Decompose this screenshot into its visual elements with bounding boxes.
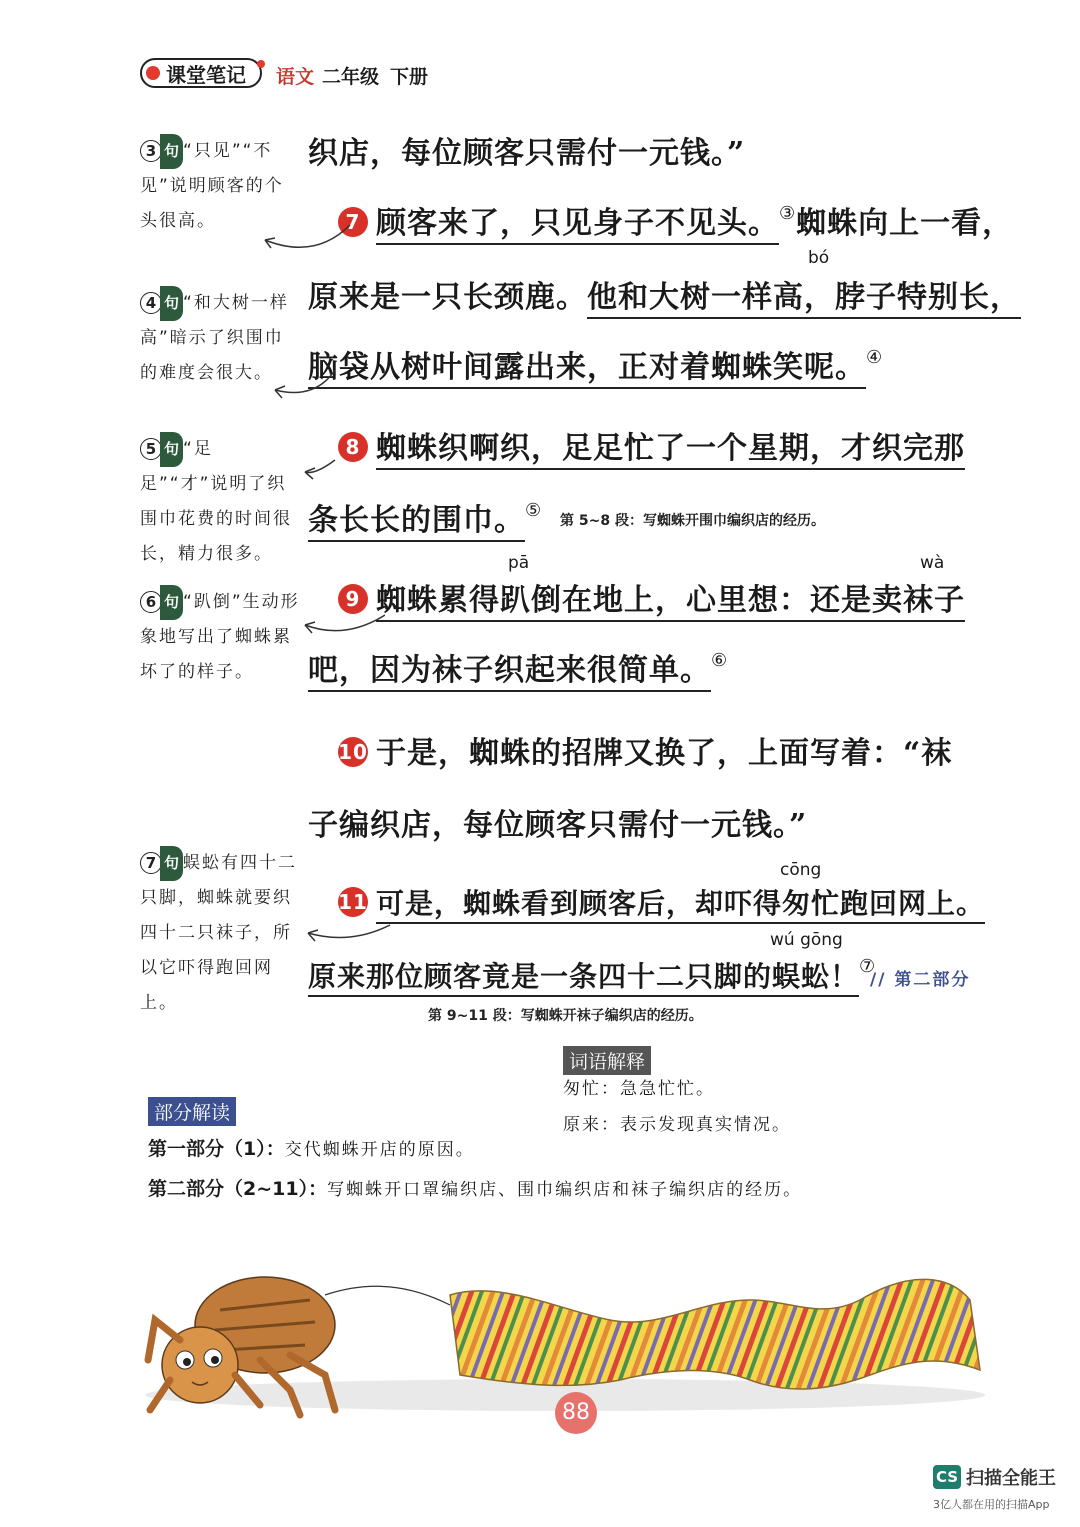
note-text: 蜈蚣有四十二只脚，蜘蛛就要织四十二只袜子，所以它吓得跑回网上。: [140, 853, 298, 1013]
note-tag: [140, 286, 183, 321]
note-tag: [140, 846, 183, 881]
paragraph-7: [338, 198, 1013, 242]
note-tag: [140, 432, 183, 467]
underlined-sentence: 条长长的围巾。: [308, 503, 525, 542]
note-number: 6: [140, 591, 162, 613]
pinyin-cong: cōng: [780, 860, 822, 880]
page-number: 88: [555, 1392, 597, 1434]
note-number: 5: [140, 438, 162, 460]
text-line-4: [308, 342, 883, 386]
watermark-slogan: 3亿人都在用的扫描App: [933, 1498, 1050, 1511]
note-tag-label: 句: [160, 134, 183, 169]
cihui-item: 匆忙：急急忙忙。: [563, 1079, 715, 1099]
text-line-8: [308, 645, 728, 689]
text-line-10: 子编织店，每位顾客只需付一元钱。”: [308, 808, 808, 843]
arrow-4-icon: [275, 370, 335, 393]
part-two-head: 第二部分（2~11）：: [148, 1178, 328, 1200]
header-badge: 课堂笔记: [140, 58, 262, 88]
badge-dot-icon: [146, 66, 160, 80]
note-tag-label: 句: [160, 585, 183, 620]
paragraph-number-7: 7: [338, 207, 368, 237]
paragraph-number-8: 8: [338, 432, 368, 462]
underlined-sentence: 顾客来了，只见身子不见头。: [376, 206, 779, 245]
circled-number: ⑤: [525, 500, 543, 521]
cihui-item: 原来：表示发现真实情况。: [563, 1115, 791, 1135]
text-segment: 于是，蜘蛛的招牌又换了，上面写着：“袜: [376, 736, 953, 771]
note-text: “只见”“不见”说明顾客的个头很高。: [140, 141, 284, 231]
header-volume: 下册: [390, 66, 429, 88]
paragraph-number-9: 9: [338, 584, 368, 614]
note-tag: [140, 585, 183, 620]
watermark-name: 扫描全能王: [966, 1468, 1056, 1489]
connector-arrows: [255, 180, 385, 640]
part-one-body: 交代蜘蛛开店的原因。: [284, 1140, 475, 1160]
summary-9-11: 第 9~11 段：写蜘蛛开袜子编织店的经历。: [428, 1008, 703, 1024]
parts-label: 部分解读: [148, 1097, 236, 1126]
pinyin-pa: pā: [508, 553, 530, 573]
text-line-1: 织店，每位顾客只需付一元钱。”: [308, 136, 746, 171]
paragraph-9: [338, 575, 965, 619]
paragraph-number-11: 11: [338, 887, 368, 917]
note-number: 7: [140, 852, 162, 874]
part-two-body: 写蜘蛛开口罩编织店、围巾编织店和袜子编织店的经历。: [327, 1180, 803, 1200]
arrow-3-icon: [265, 225, 350, 247]
pinyin-wugong: wú gōng: [770, 930, 843, 950]
underlined-sentence: 他和大树一样高，脖子特别长，: [587, 280, 1021, 319]
badge-dot-small-icon: [257, 60, 265, 68]
paragraph-11: [338, 882, 985, 922]
note-tag-label: 句: [160, 286, 183, 321]
underlined-sentence: 蜘蛛织啊织，足足忙了一个星期，才织完那: [376, 431, 965, 470]
cihui-label: 词语解释: [563, 1046, 651, 1075]
scarf-icon: [450, 1279, 980, 1389]
note-tag: [140, 134, 183, 169]
pinyin-wa: wà: [920, 553, 945, 573]
underlined-sentence: 蜘蛛累得趴倒在地上，心里想：还是卖袜子: [376, 583, 965, 622]
underlined-sentence: 吧，因为袜子织起来很简单。: [308, 653, 711, 692]
note-text: “和大树一样高”暗示了织围巾的难度会很大。: [140, 293, 289, 383]
circled-number: ③: [779, 203, 797, 224]
note-text: “趴倒”生动形象地写出了蜘蛛累坏了的样子。: [140, 592, 300, 682]
pinyin-bo: bó: [808, 248, 830, 268]
paragraph-number-10: 10: [338, 737, 368, 767]
side-note-7: [140, 846, 300, 1021]
underlined-sentence: 可是，蜘蛛看到顾客后，却吓得匆忙跑回网上。: [376, 887, 985, 924]
arrow-7-icon: [300, 915, 400, 955]
circled-number: ⑦: [859, 956, 877, 977]
header-grade: 二年级: [322, 66, 380, 88]
circled-number: ④: [866, 347, 884, 368]
note-text: “足足”“才”说明了织围巾花费的时间很长，精力很多。: [140, 439, 292, 564]
paragraph-10: [338, 728, 952, 772]
text-segment: 蜘蛛向上一看，: [796, 206, 1014, 241]
part-one: [148, 1134, 475, 1161]
note-number: 3: [140, 140, 162, 162]
underlined-sentence: 脑袋从树叶间露出来，正对着蜘蛛笑呢。: [308, 350, 866, 389]
part-two-marker: // 第二部分: [870, 970, 971, 990]
circled-number: ⑥: [711, 650, 729, 671]
arrow-6-icon: [305, 615, 385, 631]
underlined-sentence: 原来那位顾客竟是一条四十二只脚的蜈蚣！: [308, 960, 859, 997]
part-two: [148, 1174, 802, 1201]
part-one-head: 第一部分（1）：: [148, 1138, 285, 1160]
note-number: 4: [140, 292, 162, 314]
summary-5-8: 第 5~8 段：写蜘蛛开围巾编织店的经历。: [560, 513, 825, 529]
paragraph-8: [338, 423, 965, 467]
text-line-3: [308, 272, 1021, 316]
note-tag-label: 句: [160, 432, 183, 467]
note-tag-label: 句: [160, 846, 183, 881]
header-subject: 语文: [276, 66, 315, 88]
text-segment: 原来是一只长颈鹿。: [308, 280, 587, 315]
text-line-12: [308, 955, 876, 995]
camscanner-logo-icon: CS: [933, 1465, 961, 1489]
